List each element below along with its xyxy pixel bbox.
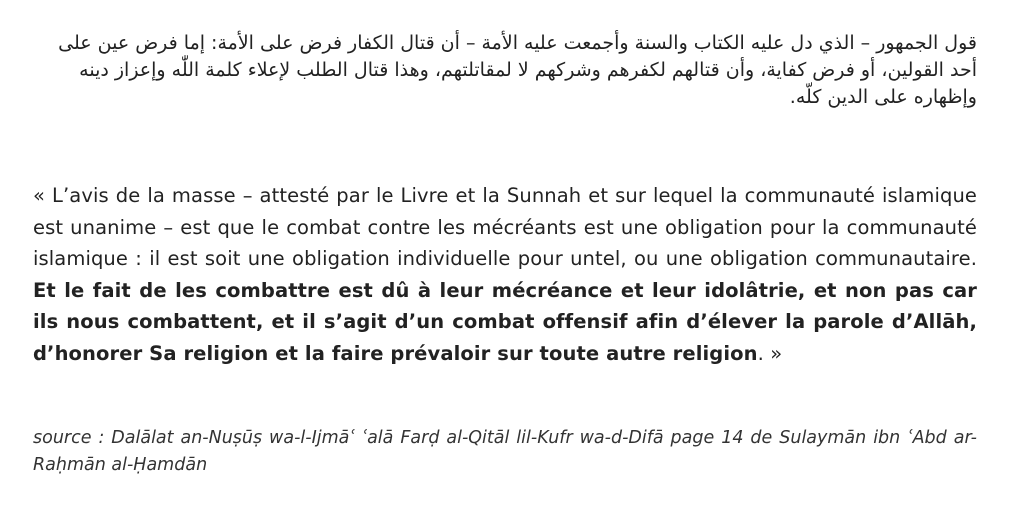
source-citation: source : Dalālat an-Nuṣūṣ wa-l-Ijmāʿ ʿalā Farḍ al-Qitāl lil-Kufr wa-d-Difā page 14 de Sulaymān ibn ʿAbd ar-Raḥmān al-Ḥamdān (33, 428, 977, 475)
close-quote: . » (757, 341, 783, 365)
french-translation-paragraph (33, 180, 977, 369)
open-quote: « (33, 184, 53, 207)
translation-bold-text: Et le fait de les combattre est dû à leur mécréance et leur idolâtrie, et non pas car ils nous combattent, et il s’agit d’un combat offensif afin d’élever la parole d’Allāh, d’honorer Sa religion et la faire prévaloir sur toute autre religion (33, 278, 977, 365)
translation-plain-text: L’avis de la masse – attesté par le Livre et la Sunnah et sur lequel la communauté islamique est unanime – est que le combat contre les mécréants est une obligation pour la communauté islamique : il est soit une obligation individuelle pour untel, ou une obligation communautaire. (33, 184, 977, 270)
arabic-paragraph: قول الجمهور – الذي دل عليه الكتاب والسنة وأجمعت عليه الأمة – أن قتال الكفار فرض على الأمة: إما فرض عين على أحد القولين، أو فرض كفاية، وأن قتالهم لكفرهم وشركهم لا لمقاتلتهم، وهذا قتال الطلب لإعلاء كلمة اللّٰه وإعزاز دينه وإظهاره على الدين كلّه. (58, 32, 977, 108)
